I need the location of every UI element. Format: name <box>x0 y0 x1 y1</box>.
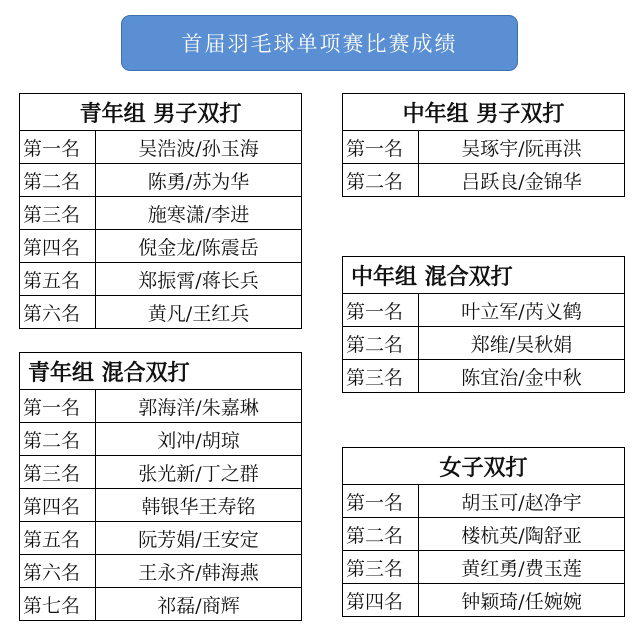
names-cell: 郑振霄/蒋长兵 <box>96 263 302 296</box>
table-title: 青年组 男子双打 <box>20 94 302 131</box>
rank-cell: 第一名 <box>20 390 96 423</box>
rank-cell: 第二名 <box>343 518 419 551</box>
names-cell: 韩银华王寿铭 <box>96 489 302 522</box>
table-row <box>20 588 302 621</box>
rank-cell: 第三名 <box>343 360 419 393</box>
rank-cell: 第一名 <box>343 294 419 327</box>
table-row <box>343 584 625 617</box>
table-row <box>20 489 302 522</box>
table-title: 青年组 混合双打 <box>20 353 302 390</box>
table-row <box>20 263 302 296</box>
names-cell: 楼杭英/陶舒亚 <box>419 518 625 551</box>
table-title: 中年组 男子双打 <box>343 94 625 131</box>
table-row <box>343 164 625 197</box>
table-row <box>20 456 302 489</box>
table-row <box>343 518 625 551</box>
names-cell: 陈宜治/金中秋 <box>419 360 625 393</box>
rank-cell: 第二名 <box>343 164 419 197</box>
table-row <box>20 423 302 456</box>
names-cell: 倪金龙/陈震岳 <box>96 230 302 263</box>
rank-cell: 第一名 <box>20 131 96 164</box>
rank-cell: 第六名 <box>20 555 96 588</box>
names-cell: 黄凡/王红兵 <box>96 296 302 329</box>
names-cell: 刘冲/胡琼 <box>96 423 302 456</box>
names-cell: 吕跃良/金锦华 <box>419 164 625 197</box>
table-row <box>20 555 302 588</box>
names-cell: 郑维/吴秋娟 <box>419 327 625 360</box>
women-doubles-table <box>342 447 625 617</box>
names-cell: 施寒潇/李进 <box>96 197 302 230</box>
table-row <box>20 131 302 164</box>
names-cell: 黄红勇/费玉莲 <box>419 551 625 584</box>
table-row <box>343 360 625 393</box>
names-cell: 叶立军/芮义鹤 <box>419 294 625 327</box>
table-row <box>20 164 302 197</box>
names-cell: 胡玉可/赵净宇 <box>419 485 625 518</box>
table-row <box>343 294 625 327</box>
rank-cell: 第三名 <box>20 456 96 489</box>
table-row <box>20 197 302 230</box>
rank-cell: 第五名 <box>20 522 96 555</box>
rank-cell: 第七名 <box>20 588 96 621</box>
middle-men-doubles-table <box>342 93 625 197</box>
table-title: 中年组 混合双打 <box>343 257 625 294</box>
rank-cell: 第一名 <box>343 485 419 518</box>
names-cell: 王永齐/韩海燕 <box>96 555 302 588</box>
table-row <box>343 551 625 584</box>
page-title-banner: 首届羽毛球单项赛比赛成绩 <box>121 15 518 71</box>
rank-cell: 第一名 <box>343 131 419 164</box>
rank-cell: 第四名 <box>343 584 419 617</box>
table-row <box>343 131 625 164</box>
names-cell: 祁磊/商辉 <box>96 588 302 621</box>
youth-mixed-doubles-table <box>19 352 302 621</box>
rank-cell: 第二名 <box>20 164 96 197</box>
table-row <box>20 390 302 423</box>
rank-cell: 第三名 <box>20 197 96 230</box>
names-cell: 郭海洋/朱嘉琳 <box>96 390 302 423</box>
names-cell: 吴琢宇/阮再洪 <box>419 131 625 164</box>
rank-cell: 第四名 <box>20 489 96 522</box>
rank-cell: 第五名 <box>20 263 96 296</box>
youth-men-doubles-table <box>19 93 302 329</box>
rank-cell: 第四名 <box>20 230 96 263</box>
names-cell: 阮芳娟/王安定 <box>96 522 302 555</box>
rank-cell: 第二名 <box>343 327 419 360</box>
rank-cell: 第二名 <box>20 423 96 456</box>
names-cell: 钟颖琦/任婉婉 <box>419 584 625 617</box>
names-cell: 吴浩波/孙玉海 <box>96 131 302 164</box>
names-cell: 陈勇/苏为华 <box>96 164 302 197</box>
table-title: 女子双打 <box>343 448 625 485</box>
table-row <box>20 522 302 555</box>
table-row <box>20 296 302 329</box>
rank-cell: 第六名 <box>20 296 96 329</box>
middle-mixed-doubles-table <box>342 256 625 393</box>
names-cell: 张光新/丁之群 <box>96 456 302 489</box>
table-row <box>343 327 625 360</box>
table-row <box>20 230 302 263</box>
table-row <box>343 485 625 518</box>
rank-cell: 第三名 <box>343 551 419 584</box>
